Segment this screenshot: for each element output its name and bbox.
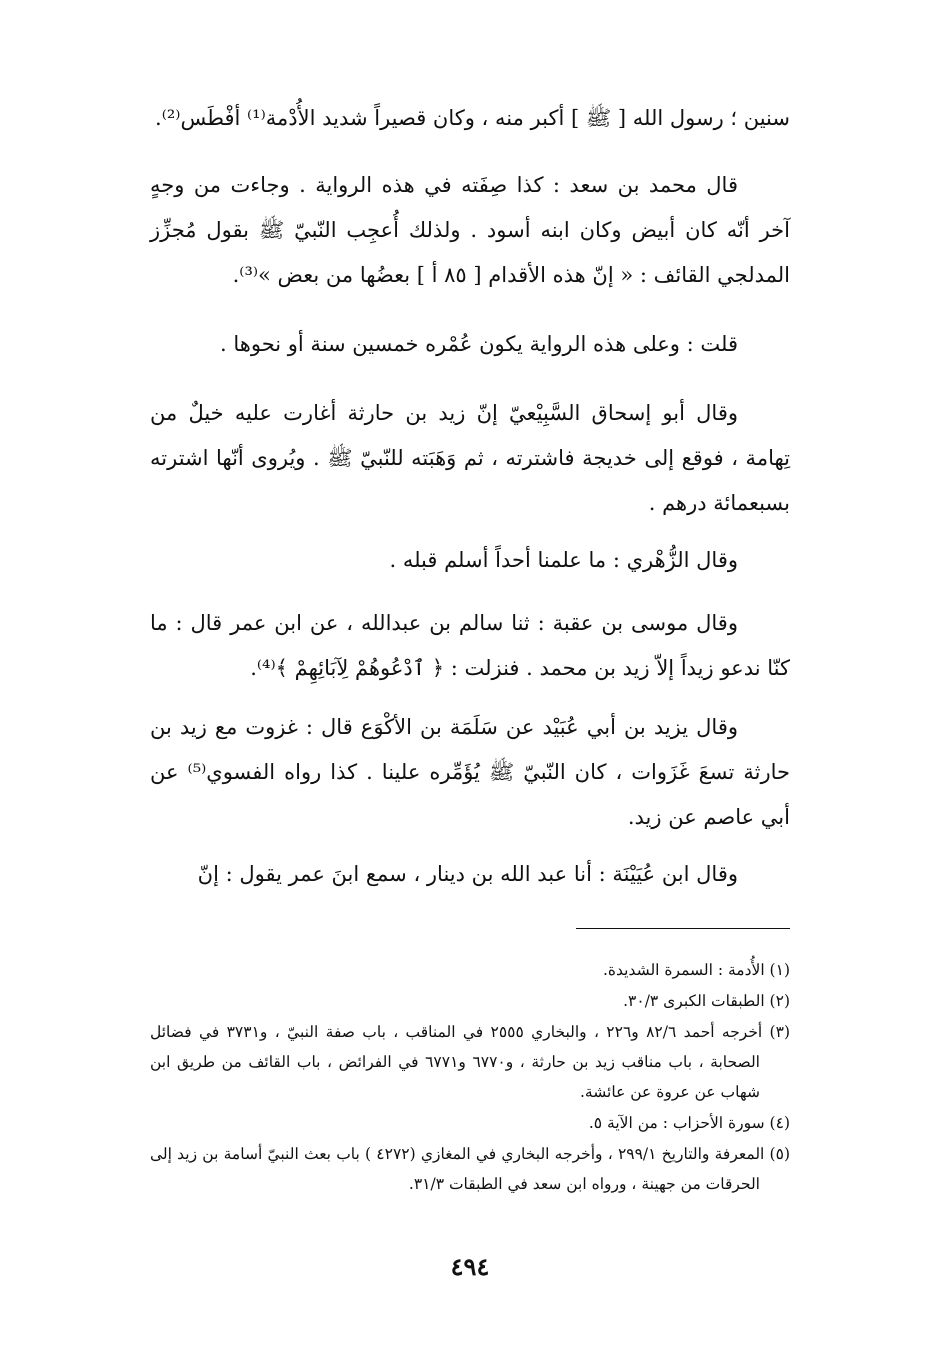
paragraph-2: قال محمد بن سعد : كذا صِفَته في هذه الرواية . وجاءت من وجهٍ آخر أنّه كان أبيض وكان ابنه أسود . ولذلك أُعجِب النّبيّ ﷺ بقول مُجزِّز المدلجي القائف : « إنّ هذه الأقدام [ ٨٥ أ ] بعضُها من بعض »⁽³⁾. xyxy=(150,173,790,287)
footnote-1: (١) الأُدمة : السمرة الشديدة. xyxy=(602,961,790,979)
main-text xyxy=(150,96,790,917)
footnote-separator xyxy=(576,928,790,929)
footnotes xyxy=(150,955,790,1200)
footnote-3: (٣) أخرجه أحمد ٨٢/٦ و٢٢٦ ، والبخاري ٢٥٥٥ في المناقب ، باب صفة النبيّ ، و٣٧٣١ في فضائل الصحابة ، باب مناقب زيد بن حارثة ، و٦٧٧٠ و٦٧٧١ في الفرائض ، باب القائف من طريق ابن شهاب عن عروة عن عائشة. xyxy=(150,1023,790,1101)
paragraph-6: وقال موسى بن عقبة : ثنا سالم بن عبدالله ، عن ابن عمر قال : ما كنّا ندعو زيداً إلاّ زيد بن محمد . فنزلت : ﴿ ٱدْعُوهُمْ لِآبَائِهِمْ ﴾⁽⁴⁾. xyxy=(150,611,790,680)
paragraph-4: وقال أبو إسحاق السَّبِيْعيّ إنّ زيد بن حارثة أغارت عليه خيلٌ من تِهامة ، فوقع إلى خديجة فاشترته ، ثم وَهَبَته للنّبيّ ﷺ . ويُروى أنّها اشترته بسبعمائة درهم . xyxy=(150,401,790,515)
paragraph-8: وقال ابن عُيَيْنَة : أنا عبد الله بن دينار ، سمع ابنَ عمر يقول : إنّ xyxy=(197,862,738,886)
footnote-5: (٥) المعرفة والتاريخ ٢٩٩/١ ، وأخرجه البخاري في المغازي (٤٢٧٢ ) باب بعث النبيّ أسامة بن زيد إلى الحرقات من جهينة ، ورواه ابن سعد في الطبقات ٣١/٣. xyxy=(150,1145,790,1193)
paragraph-3: قلت : وعلى هذه الرواية يكون عُمْره خمسين سنة أو نحوها . xyxy=(220,332,738,356)
paragraph-1: سنين ؛ رسول الله [ ﷺ ] أكبر منه ، وكان قصيراً شديد الأُدْمة⁽¹⁾ أفْطَس⁽²⁾. xyxy=(155,106,790,130)
paragraph-5: وقال الزُّهْري : ما علمنا أحداً أسلم قبله . xyxy=(389,548,738,572)
page-number: ٤٩٤ xyxy=(450,1252,490,1281)
paragraph-7: وقال يزيد بن أبي عُبَيْد عن سَلَمَة بن الأكْوَع قال : غزوت مع زيد بن حارثة تسعَ غَزَوات ، كان النّبيّ ﷺ يُؤَمِّره علينا . كذا رواه الفسوي⁽⁵⁾ عن أبي عاصم عن زيد. xyxy=(150,715,790,829)
footnote-4: (٤) سورة الأحزاب : من الآية ٥. xyxy=(588,1114,790,1132)
footnote-2: (٢) الطبقات الكبرى ٣٠/٣. xyxy=(623,992,790,1010)
